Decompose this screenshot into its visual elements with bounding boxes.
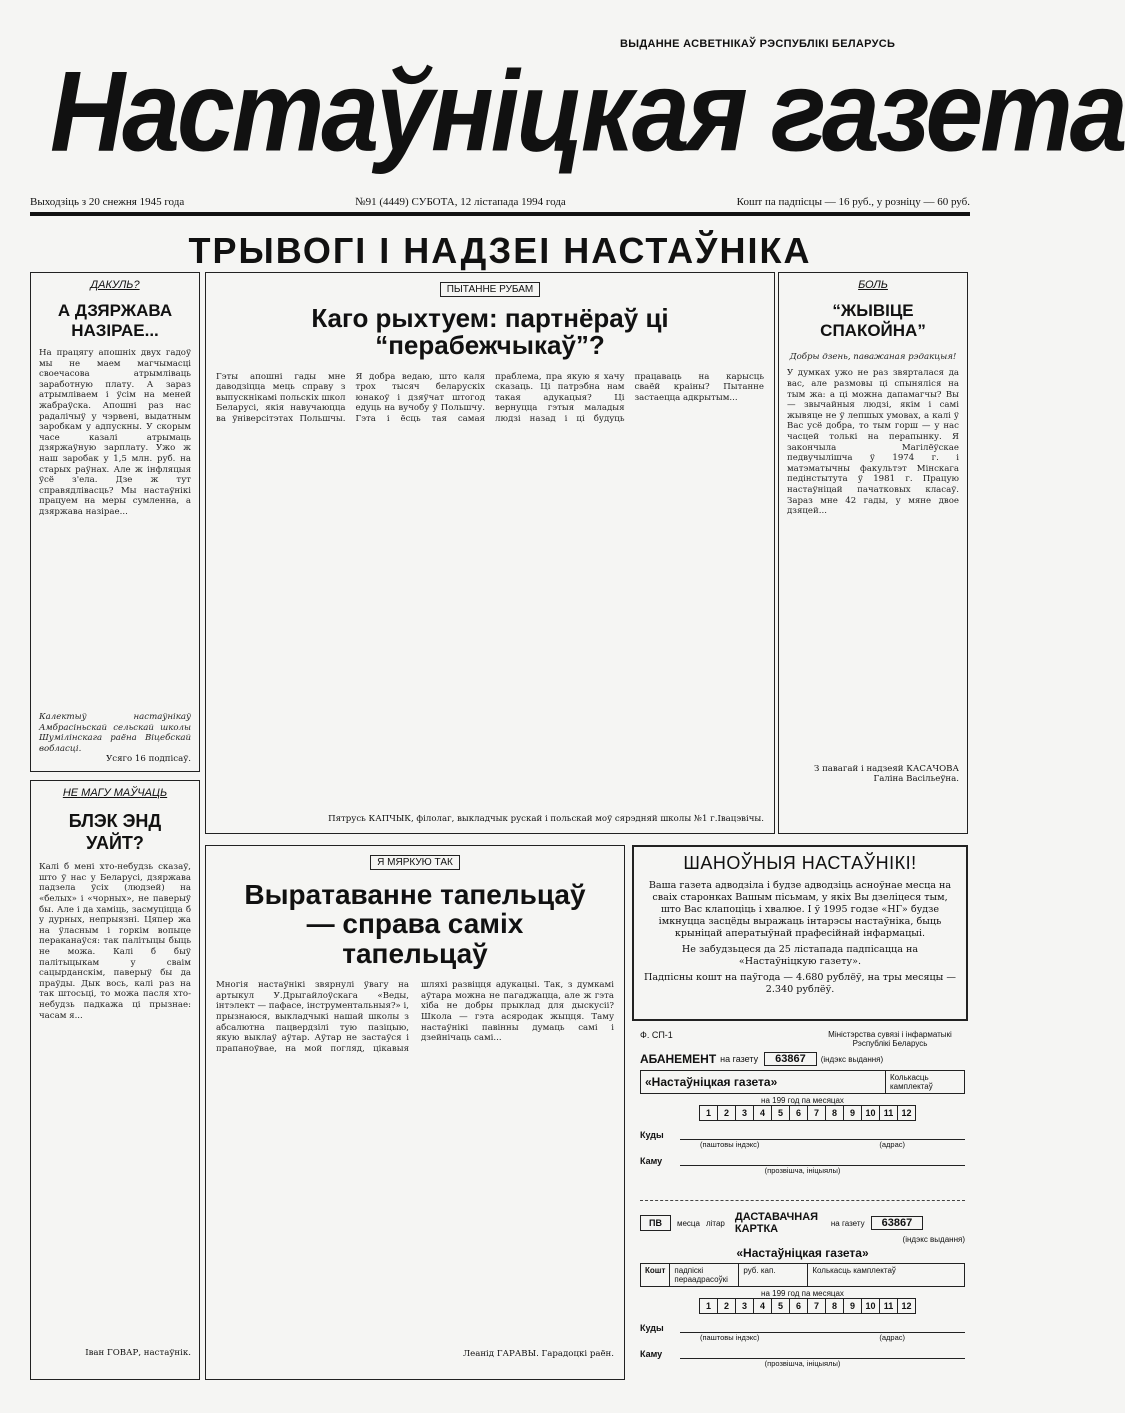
price-label: Кошт па падпісцы — 16 руб., у розніцу — 60 руб. (736, 196, 970, 208)
publisher-line: ВЫДАННЕ АСВЕТНІКАЎ РЭСПУБЛІКІ БЕЛАРУСЬ (620, 38, 896, 50)
form-to-note: (паштовы індэкс) (699, 1333, 760, 1343)
month-cell[interactable]: 3 (735, 1105, 754, 1121)
issue-info-bar (30, 196, 970, 208)
form-whom-note: (прозвішча, ініцыялы) (764, 1359, 841, 1369)
month-cell[interactable]: 11 (879, 1105, 898, 1121)
subscription-body: Ваша газета адводзіла і будзе адводзіць асноўнае месца на сваіх старонках Вашым пісьмам, у якіх Вы дзеліцеся тым, што Вас клапоціць і хвалюе. І ў 1995 годзе «НГ» будзе імкнуцца засцёды выражаць інтарэсы настаўніка, быць крыніцай аператыўнай прафесійнай інфармацыі. (648, 880, 952, 939)
form-subscription: падпіскі (674, 1266, 704, 1276)
article-title: БЛЭК ЭНД УАЙТ? (68, 811, 162, 853)
form-suffix: на газету (830, 1218, 865, 1228)
article-rubric: НЕ МАГУ МАЎЧАЦЬ (62, 787, 168, 799)
subscription-title: ШАНОЎНЫЯ НАСТАЎНІКІ! (683, 853, 917, 873)
form-newspaper-name: «Настаўніцкая газета» (645, 1075, 778, 1089)
form-index[interactable]: 63867 (871, 1216, 924, 1230)
form-qty-label: Колькасць камплектаў (812, 1266, 896, 1276)
form-address-note: (адрас) (879, 1140, 905, 1149)
month-cell[interactable]: 11 (879, 1298, 898, 1314)
article-date: Усяго 16 подпісаў. (106, 754, 191, 765)
article-body: Гэты апошні гады мне даводзіцца мець справу з выпускнікамі польскіх школ Беларусі, якія навучаюцца ва ўніверсітэтах Польшчы. Я добра ведаю, што каля трох тысяч беларускіх юнакоў і дзяўчат штогод едуць на вучобу ў Польшчу. Гэта і ёсць тая самая праблема, пра якую я хачу сказаць. Ці патрэбна нам такая адукацыя? Ці вернуцца гэтыя маладыя людзі назад і ці будуць працаваць на карысць сваёй краіны? Пытанне застаецца адкрытым... (216, 371, 764, 424)
subscription-prices: Падпісны кошт на паўгода — 4.680 рублёў, на тры месяцы — 2.340 рублёў. (644, 972, 956, 995)
masthead-rule (30, 212, 970, 216)
article-signature: З павагай і надзеяй КАСАЧОВА Галіна Васільеўна. (813, 764, 959, 785)
center-bottom-article (205, 845, 625, 1380)
delivery-card-form (640, 1200, 965, 1368)
month-cell[interactable]: 7 (807, 1298, 826, 1314)
article-signature: Пятрусь КАПЧЫК, філолаг, выкладчык рускай і польскай моў сярэдняй школы №1 г.Івацэвічы. (328, 813, 764, 824)
left-bottom-article (30, 780, 200, 1380)
form-ministry: Міністэрства сувязі і інфарматыкі Рэспублікі Беларусь (828, 1030, 952, 1048)
article-signature: Калектыў настаўнікаў Амбрасіньскай сельскай школы Шумілінскага раёна Віцебскай вобласці. (39, 712, 191, 754)
article-rubric: Я МЯРКУЮ ТАК (370, 855, 460, 870)
form-index-note: (індэкс выдання) (820, 1054, 884, 1064)
form-code: Ф. СП-1 (640, 1030, 673, 1040)
article-greeting: Добры дзень, паважаная рэдакцыя! (789, 351, 957, 362)
form-suffix: на газету (720, 1054, 759, 1064)
form-months-grid[interactable] (700, 1298, 965, 1314)
left-top-article (30, 272, 200, 772)
form-redirect: пераадрасоўкі (674, 1275, 728, 1285)
article-rubric: БОЛЬ (858, 279, 888, 291)
month-cell[interactable]: 6 (789, 1298, 808, 1314)
month-cell[interactable]: 9 (843, 1298, 862, 1314)
month-cell[interactable]: 4 (753, 1298, 772, 1314)
form-rub: руб. (743, 1266, 759, 1276)
since-label: Выходзіць з 20 снежня 1945 года (30, 196, 185, 208)
month-cell[interactable]: 8 (825, 1105, 844, 1121)
month-cell[interactable]: 12 (897, 1298, 916, 1314)
form-to-label: Куды (640, 1323, 664, 1334)
article-signature: Іван ГОВАР, настаўнік. (85, 1348, 191, 1359)
article-body: Калі б мені хто-небудзь сказаў, што ў нас у Беларусі, дзяржава падзела ўсіх (людзей) на «белых» і «чорных», не паверыў бы. Але і да хаміць, засмуціцца б у дурных, непрыязні. Цяпер жа на ўласным і горкім вопыце пераканаўся: так палітыцы быць не можа. Калі б быў палітыцыкам у сваім сацырданскім, паверыў бы да праўды. Дык вось, калі раз на так штосьці, то можа пасля хто-небудзь падкажа ці прызнае: часам я... (39, 862, 191, 1021)
form-place: месца (676, 1218, 700, 1228)
form-index-note: (індэкс выдання) (902, 1235, 965, 1245)
form-whom-note: (прозвішча, ініцыялы) (764, 1166, 841, 1175)
month-cell[interactable]: 4 (753, 1105, 772, 1121)
month-cell[interactable]: 8 (825, 1298, 844, 1314)
form-to-label: Куды (640, 1130, 664, 1140)
month-cell[interactable]: 3 (735, 1298, 754, 1314)
month-cell[interactable]: 10 (861, 1105, 880, 1121)
article-title: А ДЗЯРЖАВА НАЗІРАЕ... (57, 301, 173, 340)
form-address-note: (адрас) (879, 1333, 905, 1343)
month-cell[interactable]: 5 (771, 1298, 790, 1314)
form-kap: кап. (760, 1266, 776, 1276)
form-year-label: на 199 год па месяцах (761, 1289, 844, 1299)
month-cell[interactable]: 10 (861, 1298, 880, 1314)
issue-label: №91 (4449) СУБОТА, 12 лістапада 1994 года (355, 196, 566, 208)
article-body: Многія настаўнікі звярнулі ўвагу на артыкул У.Дрыгайлоўскага «Веды, інтэлект — пафасе, інструментальныя?» і, прызнаюся, выкладчыкі нашай школы з абсалютна пацвердзілі тую пазіцыю, якую выклаў аўтар. Аўтар не застаўся і прапаноўвае, на мой погляд, цікавыя шляхі развіцця адукацыі. Так, з думкамі аўтара можна не пагаджацца, але ж гэта хіба не добры прыклад для дыскусіі? Школа — гэта асяродак жыцця. Таму настаўнікі павінны думаць самі і дзейнічаць самі... (216, 980, 614, 1054)
form-pv: ПВ (640, 1215, 671, 1231)
month-cell[interactable]: 2 (717, 1105, 736, 1121)
article-signature: Леанід ГАРАВЫ. Гарадоцкі раён. (462, 1349, 614, 1360)
form-year-label: на 199 год па месяцах (761, 1096, 844, 1105)
form-whom-label: Каму (640, 1156, 663, 1166)
subscription-box (632, 845, 968, 1021)
form-cost: Кошт (641, 1264, 670, 1286)
form-label: АБАНЕМЕНТ (640, 1052, 717, 1066)
article-body: У думках ужо не раз звярталася да вас, але размовы ці спыняліся на тым жа: а ці можна дапамагчы? Вы — звычайныя людзі, якім і самі жывяце не ў лепшых умовах, а калі ў Вас усё добра, то тым горш — у нас часцей толькі на перапынку. Я закончыла Магілёўскае педвучылішча ў 1974 г. і матэматычны факультэт Мінскага педінстытута ў 1981 г. Працую настаўніцай пачатковых класаў. Зараз мне 42 гады, у мяне двое дзяцей... (787, 368, 959, 517)
main-headline: ТРЫВОГІ І НАДЗЕІ НАСТАЎНІКА (188, 230, 812, 271)
form-liter: літар (705, 1218, 725, 1228)
month-cell[interactable]: 2 (717, 1298, 736, 1314)
month-cell[interactable]: 1 (699, 1298, 718, 1314)
article-rubric: ПЫТАННЕ РУБАМ (440, 282, 541, 297)
article-title: “ЖЫВІЦЕ СПАКОЙНА” (820, 301, 926, 341)
form-whom-field[interactable] (680, 1153, 965, 1166)
center-top-article (205, 272, 775, 834)
form-newspaper-name: «Настаўніцкая газета» (736, 1246, 869, 1261)
form-to-note: (паштовы індэкс) (699, 1140, 760, 1149)
form-months-grid[interactable] (700, 1105, 965, 1121)
month-cell[interactable]: 1 (699, 1105, 718, 1121)
article-body: На працягу апошніх двух гадоў мы не маем магчымасці своечасова атрымліваць заработную плату. А зараз атрымліваем і ўсім на меней жабраўска. Апошні раз нас радалічыў у чэрвені, выдатным заробкам у адпускны. У скорым часе казалі атрымаць дзяржаўную зарплату. Ужо ж наш заробак у 1,5 млн. руб. на старых раўнах. Але ж інфляцыя ўсё з'ела. Дзе ж тут справядлівасць? Мы настаўнікі працуем на меры сумленна, а дзяржава назірае... (39, 348, 191, 517)
form-qty-label: Колькасць камплектаў (885, 1071, 964, 1093)
month-cell[interactable]: 6 (789, 1105, 808, 1121)
form-label: ДАСТАВАЧНАЯ КАРТКА (734, 1211, 819, 1236)
month-cell[interactable]: 9 (843, 1105, 862, 1121)
month-cell[interactable]: 12 (897, 1105, 916, 1121)
form-to-field[interactable] (680, 1127, 965, 1140)
subscription-deadline: Не забудзьцеся да 25 лістапада падпісацца на «Настаўніцкую газету». (681, 944, 919, 967)
form-index[interactable]: 63867 (764, 1052, 817, 1066)
form-whom-field[interactable] (680, 1346, 965, 1359)
newspaper-title: Настаўніцкая газета (50, 48, 1125, 176)
right-top-article (778, 272, 968, 834)
article-title: Выратаванне тапельцаў— справа саміх тапельцаў (244, 879, 586, 969)
form-whom-label: Каму (640, 1349, 663, 1360)
subscription-form (640, 1030, 965, 1175)
article-title: Каго рыхтуем: партнёраў ці “перабежчыкаў”? (311, 303, 669, 361)
form-to-field[interactable] (680, 1320, 965, 1333)
month-cell[interactable]: 7 (807, 1105, 826, 1121)
article-rubric: ДАКУЛЬ? (90, 279, 140, 291)
month-cell[interactable]: 5 (771, 1105, 790, 1121)
